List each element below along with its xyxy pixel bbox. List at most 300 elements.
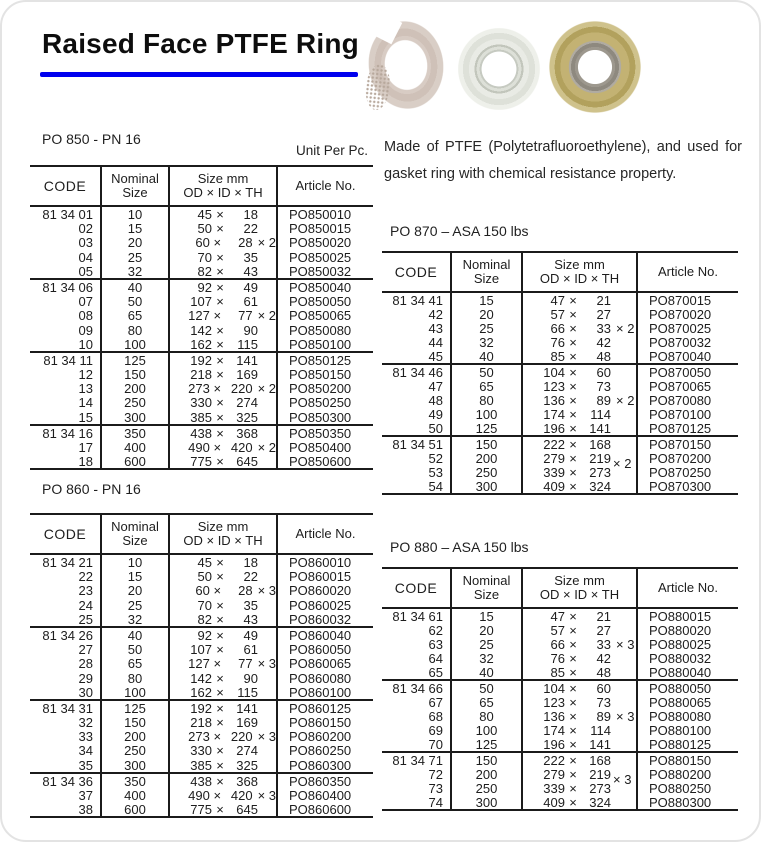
id-value: 42 xyxy=(596,335,611,350)
article-no-cell: PO860100 xyxy=(289,684,352,700)
size-cell xyxy=(170,555,278,570)
code-cell: 81 34 16 xyxy=(30,426,102,441)
od-value: 104 xyxy=(543,681,565,696)
po880-section-title: PO 880 – ASA 150 lbs xyxy=(390,539,529,555)
nominal-size-cell: 40 xyxy=(452,665,523,680)
code-cell: 81 34 36 xyxy=(30,774,102,789)
nominal-size-cell: 125 xyxy=(452,421,523,436)
id-value: 368 xyxy=(236,773,258,789)
nominal-size-cell: 15 xyxy=(102,221,170,236)
article-no-cell: PO880065 xyxy=(649,695,712,710)
code-cell: 05 xyxy=(30,264,102,279)
table-row xyxy=(30,569,373,583)
id-value: 169 xyxy=(236,715,258,731)
code-cell: 07 xyxy=(30,294,102,309)
multiply-sign: × xyxy=(216,743,224,759)
page-title: Raised Face PTFE Ring xyxy=(42,28,359,59)
article-no-cell: PO880032 xyxy=(649,651,712,666)
multiply-sign: × xyxy=(569,709,577,724)
nominal-size-cell: 65 xyxy=(452,379,523,394)
thickness-value: × 2 xyxy=(257,440,277,455)
thickness-value: × 2 xyxy=(257,235,277,251)
od-value: 123 xyxy=(543,695,565,710)
id-value: 27 xyxy=(596,623,611,638)
article-no-cell: PO850010 xyxy=(289,207,352,222)
multiply-sign: × xyxy=(569,465,577,480)
od-value: 136 xyxy=(543,709,565,724)
table-row xyxy=(30,626,373,642)
article-no-cell: PO880025 xyxy=(649,637,712,652)
code-column-header: CODE xyxy=(382,253,452,291)
od-value: 60 xyxy=(195,583,210,599)
nominal-size-cell: 40 xyxy=(452,349,523,364)
code-cell: 42 xyxy=(382,307,452,322)
code-cell: 50 xyxy=(382,421,452,436)
table-row xyxy=(382,609,738,623)
article-no-cell: PO850150 xyxy=(289,367,352,383)
nominal-size-cell: 20 xyxy=(452,623,523,638)
thickness-value: × 3 xyxy=(257,583,277,599)
size-cell xyxy=(170,598,278,613)
nominal-size-cell: 65 xyxy=(452,695,523,710)
id-value: 33 xyxy=(596,321,611,336)
size-cell xyxy=(170,381,278,396)
code-cell: 81 34 46 xyxy=(382,365,452,380)
nominal-size-cell: 80 xyxy=(452,709,523,724)
table-row xyxy=(382,695,738,709)
code-cell: 34 xyxy=(30,743,102,758)
multiply-sign: × xyxy=(216,352,224,368)
od-value: 47 xyxy=(550,293,565,308)
table-row xyxy=(382,451,738,471)
size-cell xyxy=(523,709,638,724)
table-row xyxy=(382,709,738,723)
code-cell: 52 xyxy=(382,451,452,466)
id-value: 60 xyxy=(596,681,611,696)
article-no-cell: PO870040 xyxy=(649,349,712,364)
od-value: 85 xyxy=(550,665,565,680)
code-cell: 24 xyxy=(30,598,102,613)
table-row xyxy=(382,723,738,737)
id-value: 21 xyxy=(596,609,611,624)
id-value: 27 xyxy=(596,307,611,322)
article-no-cell: PO860200 xyxy=(289,729,352,745)
id-value: 90 xyxy=(243,322,258,338)
nominal-size-cell: 200 xyxy=(452,767,523,782)
multiply-sign: × xyxy=(569,349,577,364)
code-cell: 62 xyxy=(382,623,452,638)
article-no-cell: PO880125 xyxy=(649,737,712,752)
size-cell xyxy=(170,701,278,716)
code-cell: 70 xyxy=(382,737,452,752)
size-cell xyxy=(523,421,638,436)
multiply-sign: × xyxy=(213,440,222,455)
nominal-size-cell: 50 xyxy=(102,642,170,657)
od-value: 174 xyxy=(543,407,565,422)
id-value: 324 xyxy=(589,479,611,494)
article-no-cell: PO850020 xyxy=(289,235,352,251)
table-row xyxy=(382,379,738,393)
article-no-cell: PO860600 xyxy=(289,802,352,818)
table-row xyxy=(30,772,373,788)
table-row xyxy=(382,623,738,637)
nominal-size-cell: 200 xyxy=(452,451,523,466)
od-value: 92 xyxy=(197,279,212,295)
od-value: 76 xyxy=(550,651,565,666)
multiply-sign: × xyxy=(213,656,222,672)
multiply-sign: × xyxy=(216,207,224,222)
po870-section-title: PO 870 – ASA 150 lbs xyxy=(390,223,529,239)
code-cell: 81 34 11 xyxy=(30,353,102,368)
nominal-size-cell: 40 xyxy=(102,628,170,643)
od-value: 127 xyxy=(188,656,210,672)
multiply-sign: × xyxy=(569,293,577,308)
nominal-size-cell: 50 xyxy=(102,294,170,309)
nominal-size-column-header: Nominal Size xyxy=(102,167,170,205)
nominal-size-cell: 32 xyxy=(102,612,170,627)
size-cell xyxy=(170,235,278,250)
size-cell xyxy=(170,788,278,803)
table-row xyxy=(382,665,738,679)
id-value: 324 xyxy=(589,795,611,810)
od-value: 192 xyxy=(190,352,212,368)
multiply-sign: × xyxy=(216,715,224,731)
po860-section-title: PO 860 - PN 16 xyxy=(42,481,141,497)
nominal-size-cell: 80 xyxy=(102,671,170,686)
size-cell xyxy=(523,609,638,624)
size-cell xyxy=(523,293,638,308)
nominal-size-cell: 300 xyxy=(452,479,523,494)
table-row xyxy=(30,235,373,249)
table-row xyxy=(382,421,738,435)
table-header-row xyxy=(30,165,373,207)
nominal-size-cell: 65 xyxy=(102,308,170,323)
multiply-sign: × xyxy=(216,773,224,789)
size-cell xyxy=(170,207,278,222)
od-value: 50 xyxy=(197,221,212,237)
nominal-size-cell: 100 xyxy=(102,337,170,352)
code-cell: 81 34 01 xyxy=(30,207,102,222)
multiply-sign: × xyxy=(213,235,222,251)
table-row xyxy=(30,612,373,626)
id-value: 60 xyxy=(596,365,611,380)
od-value: 775 xyxy=(190,454,212,470)
table-row xyxy=(382,435,738,451)
id-value: 273 xyxy=(589,781,611,796)
nominal-size-cell: 50 xyxy=(452,681,523,696)
multiply-sign: × xyxy=(213,729,222,745)
od-value: 82 xyxy=(197,611,212,627)
id-value: 42 xyxy=(596,651,611,666)
size-cell xyxy=(523,349,638,364)
table-row xyxy=(382,479,738,493)
id-value: 61 xyxy=(243,294,258,310)
multiply-sign: × xyxy=(569,651,577,666)
id-value: 220 xyxy=(230,381,253,397)
code-cell: 03 xyxy=(30,235,102,250)
multiply-sign: × xyxy=(216,597,224,613)
id-value: 22 xyxy=(243,221,258,237)
table-row xyxy=(30,351,373,367)
size-cell xyxy=(170,250,278,265)
multiply-sign: × xyxy=(216,367,224,383)
od-value: 339 xyxy=(543,781,565,796)
code-cell: 29 xyxy=(30,671,102,686)
id-value: 274 xyxy=(236,743,258,759)
table-row xyxy=(30,308,373,322)
od-value: 490 xyxy=(188,788,210,803)
table-row xyxy=(382,465,738,479)
nominal-size-cell: 200 xyxy=(102,729,170,744)
article-no-cell: PO860080 xyxy=(289,670,352,686)
size-cell xyxy=(523,695,638,710)
od-value: 107 xyxy=(190,294,212,310)
size-cell xyxy=(523,651,638,666)
od-value: 162 xyxy=(190,336,212,352)
gasket-ring-photo xyxy=(456,26,542,112)
unit-per-pc-label: Unit Per Pc. xyxy=(295,143,368,158)
id-value: 22 xyxy=(243,569,258,585)
size-cell xyxy=(170,426,278,441)
code-cell: 25 xyxy=(30,612,102,627)
od-value: 50 xyxy=(197,569,212,585)
table-row xyxy=(30,743,373,757)
article-no-cell: PO860350 xyxy=(289,773,352,789)
article-no-cell: PO850200 xyxy=(289,381,352,397)
code-cell: 28 xyxy=(30,656,102,671)
od-value: 385 xyxy=(190,757,212,773)
multiply-sign: × xyxy=(213,381,222,397)
multiply-sign: × xyxy=(569,723,577,738)
thickness-value: × 3 xyxy=(257,656,277,672)
od-value: 123 xyxy=(543,379,565,394)
table-row xyxy=(382,767,738,787)
id-value: 90 xyxy=(243,670,258,686)
od-value: 142 xyxy=(190,322,212,338)
article-no-cell: PO870150 xyxy=(649,437,712,452)
id-value: 49 xyxy=(243,279,258,295)
multiply-sign: × xyxy=(216,322,224,338)
multiply-sign: × xyxy=(569,379,577,394)
article-no-cell: PO870300 xyxy=(649,479,712,494)
multiply-sign: × xyxy=(216,279,224,295)
code-cell: 04 xyxy=(30,250,102,265)
code-cell: 81 34 66 xyxy=(382,681,452,696)
table-row xyxy=(382,293,738,307)
nominal-size-cell: 40 xyxy=(102,280,170,295)
size-cell xyxy=(170,774,278,789)
article-column-header: Article No. xyxy=(295,526,356,541)
nominal-size-cell: 25 xyxy=(452,637,523,652)
multiply-sign: × xyxy=(216,454,224,470)
table-row xyxy=(30,802,373,816)
id-value: 274 xyxy=(236,395,258,411)
multiply-sign: × xyxy=(216,642,224,658)
thickness-value: × 3 xyxy=(257,788,277,803)
id-value: 28 xyxy=(238,235,253,251)
size-cell xyxy=(170,440,278,455)
nominal-size-cell: 10 xyxy=(102,207,170,222)
multiply-sign: × xyxy=(569,737,577,752)
multiply-sign: × xyxy=(216,263,224,279)
id-value: 115 xyxy=(237,336,258,352)
multiply-sign: × xyxy=(216,684,224,700)
multiply-sign: × xyxy=(213,308,222,324)
code-cell: 48 xyxy=(382,393,452,408)
od-value: 273 xyxy=(188,381,210,397)
id-value: 420 xyxy=(230,440,253,455)
size-cell xyxy=(170,353,278,368)
nominal-size-cell: 15 xyxy=(102,569,170,584)
code-cell: 81 34 31 xyxy=(30,701,102,716)
multiply-sign: × xyxy=(569,609,577,624)
code-cell: 81 34 26 xyxy=(30,628,102,643)
nominal-size-cell: 150 xyxy=(452,753,523,768)
table-row xyxy=(382,335,738,349)
code-cell: 37 xyxy=(30,788,102,803)
code-cell: 14 xyxy=(30,395,102,410)
multiply-sign: × xyxy=(569,321,577,336)
article-no-cell: PO870200 xyxy=(649,451,712,466)
article-no-cell: PO860040 xyxy=(289,627,352,643)
id-value: 49 xyxy=(243,627,258,643)
product-description xyxy=(384,134,742,188)
thickness-value: × 3 xyxy=(616,709,635,724)
article-no-cell: PO850050 xyxy=(289,294,352,310)
thickness-value: × 2 xyxy=(616,393,635,408)
table-row xyxy=(30,381,373,395)
table-row xyxy=(382,795,738,809)
code-cell: 81 34 41 xyxy=(382,293,452,308)
article-no-cell: PO880015 xyxy=(649,609,712,624)
article-no-cell: PO880100 xyxy=(649,723,712,738)
table-row xyxy=(382,307,738,321)
multiply-sign: × xyxy=(216,294,224,310)
thickness-value: × 2 xyxy=(257,308,277,324)
code-cell: 33 xyxy=(30,729,102,744)
id-value: 35 xyxy=(243,249,258,265)
article-no-cell: PO860150 xyxy=(289,715,352,731)
table-row xyxy=(382,363,738,379)
size-cell xyxy=(170,715,278,730)
table-row xyxy=(30,729,373,743)
nominal-size-cell: 15 xyxy=(452,293,523,308)
table-row xyxy=(30,583,373,597)
thickness-value: × 2 xyxy=(613,456,632,471)
size-cell xyxy=(523,637,638,652)
multiply-sign: × xyxy=(569,795,577,810)
multiply-sign: × xyxy=(569,767,577,782)
id-value: 420 xyxy=(230,788,253,803)
od-value: 409 xyxy=(543,479,565,494)
nominal-size-cell: 250 xyxy=(102,743,170,758)
multiply-sign: × xyxy=(569,365,577,380)
article-no-cell: PO870080 xyxy=(649,393,712,408)
nominal-size-cell: 350 xyxy=(102,774,170,789)
article-column-header: Article No. xyxy=(295,178,356,193)
multiply-sign: × xyxy=(216,757,224,773)
multiply-sign: × xyxy=(216,700,224,716)
article-no-cell: PO860400 xyxy=(289,788,352,803)
table-row xyxy=(30,715,373,729)
code-column-header: CODE xyxy=(382,569,452,607)
id-value: 43 xyxy=(243,611,258,627)
id-value: 645 xyxy=(236,802,258,818)
nominal-size-cell: 100 xyxy=(452,723,523,738)
code-cell: 72 xyxy=(382,767,452,782)
code-cell: 81 34 51 xyxy=(382,437,452,452)
code-cell: 27 xyxy=(30,642,102,657)
id-value: 115 xyxy=(237,684,258,700)
size-cell xyxy=(170,685,278,700)
od-value: 70 xyxy=(197,249,212,265)
nominal-size-cell: 20 xyxy=(102,583,170,598)
od-value: 222 xyxy=(543,753,565,768)
ring-opening xyxy=(365,9,403,44)
size-cell xyxy=(170,743,278,758)
nominal-size-cell: 15 xyxy=(452,609,523,624)
article-no-cell: PO880200 xyxy=(649,767,712,782)
code-cell: 67 xyxy=(382,695,452,710)
code-cell: 30 xyxy=(30,685,102,700)
table-row xyxy=(30,294,373,308)
od-value: 162 xyxy=(190,684,212,700)
article-no-cell: PO870100 xyxy=(649,407,712,422)
id-value: 368 xyxy=(236,425,258,441)
multiply-sign: × xyxy=(213,788,222,803)
od-value: 66 xyxy=(550,637,565,652)
code-cell: 74 xyxy=(382,795,452,810)
thickness-value: × 2 xyxy=(616,321,635,336)
id-value: 219 xyxy=(589,767,611,782)
size-cell xyxy=(170,802,278,817)
table-row xyxy=(30,685,373,699)
table-row xyxy=(30,598,373,612)
id-value: 220 xyxy=(230,729,253,745)
id-value: 28 xyxy=(238,583,253,599)
id-value: 61 xyxy=(243,642,258,658)
od-value: 192 xyxy=(190,700,212,716)
nominal-size-cell: 350 xyxy=(102,426,170,441)
size-column-header: Size mm OD × ID × TH xyxy=(170,515,278,553)
od-value: 57 xyxy=(550,307,565,322)
id-value: 35 xyxy=(243,597,258,613)
od-value: 330 xyxy=(190,743,212,759)
nominal-size-cell: 125 xyxy=(452,737,523,752)
article-no-cell: PO870015 xyxy=(649,293,712,308)
article-no-cell: PO870250 xyxy=(649,465,712,480)
od-value: 222 xyxy=(543,437,565,452)
table-row xyxy=(30,221,373,235)
article-no-cell: PO870025 xyxy=(649,321,712,336)
table-row xyxy=(30,337,373,351)
article-no-cell: PO860010 xyxy=(289,555,352,570)
article-no-cell: PO870125 xyxy=(649,421,712,436)
article-no-cell: PO880150 xyxy=(649,753,712,768)
table-row xyxy=(382,321,738,335)
size-cell xyxy=(523,335,638,350)
od-value: 438 xyxy=(190,425,212,441)
multiply-sign: × xyxy=(216,611,224,627)
code-cell: 65 xyxy=(382,665,452,680)
od-value: 409 xyxy=(543,795,565,810)
code-cell: 73 xyxy=(382,781,452,796)
nominal-size-cell: 150 xyxy=(102,367,170,382)
size-cell xyxy=(170,642,278,657)
article-no-cell: PO860050 xyxy=(289,642,352,658)
od-value: 45 xyxy=(197,207,212,222)
id-value: 89 xyxy=(596,393,611,408)
